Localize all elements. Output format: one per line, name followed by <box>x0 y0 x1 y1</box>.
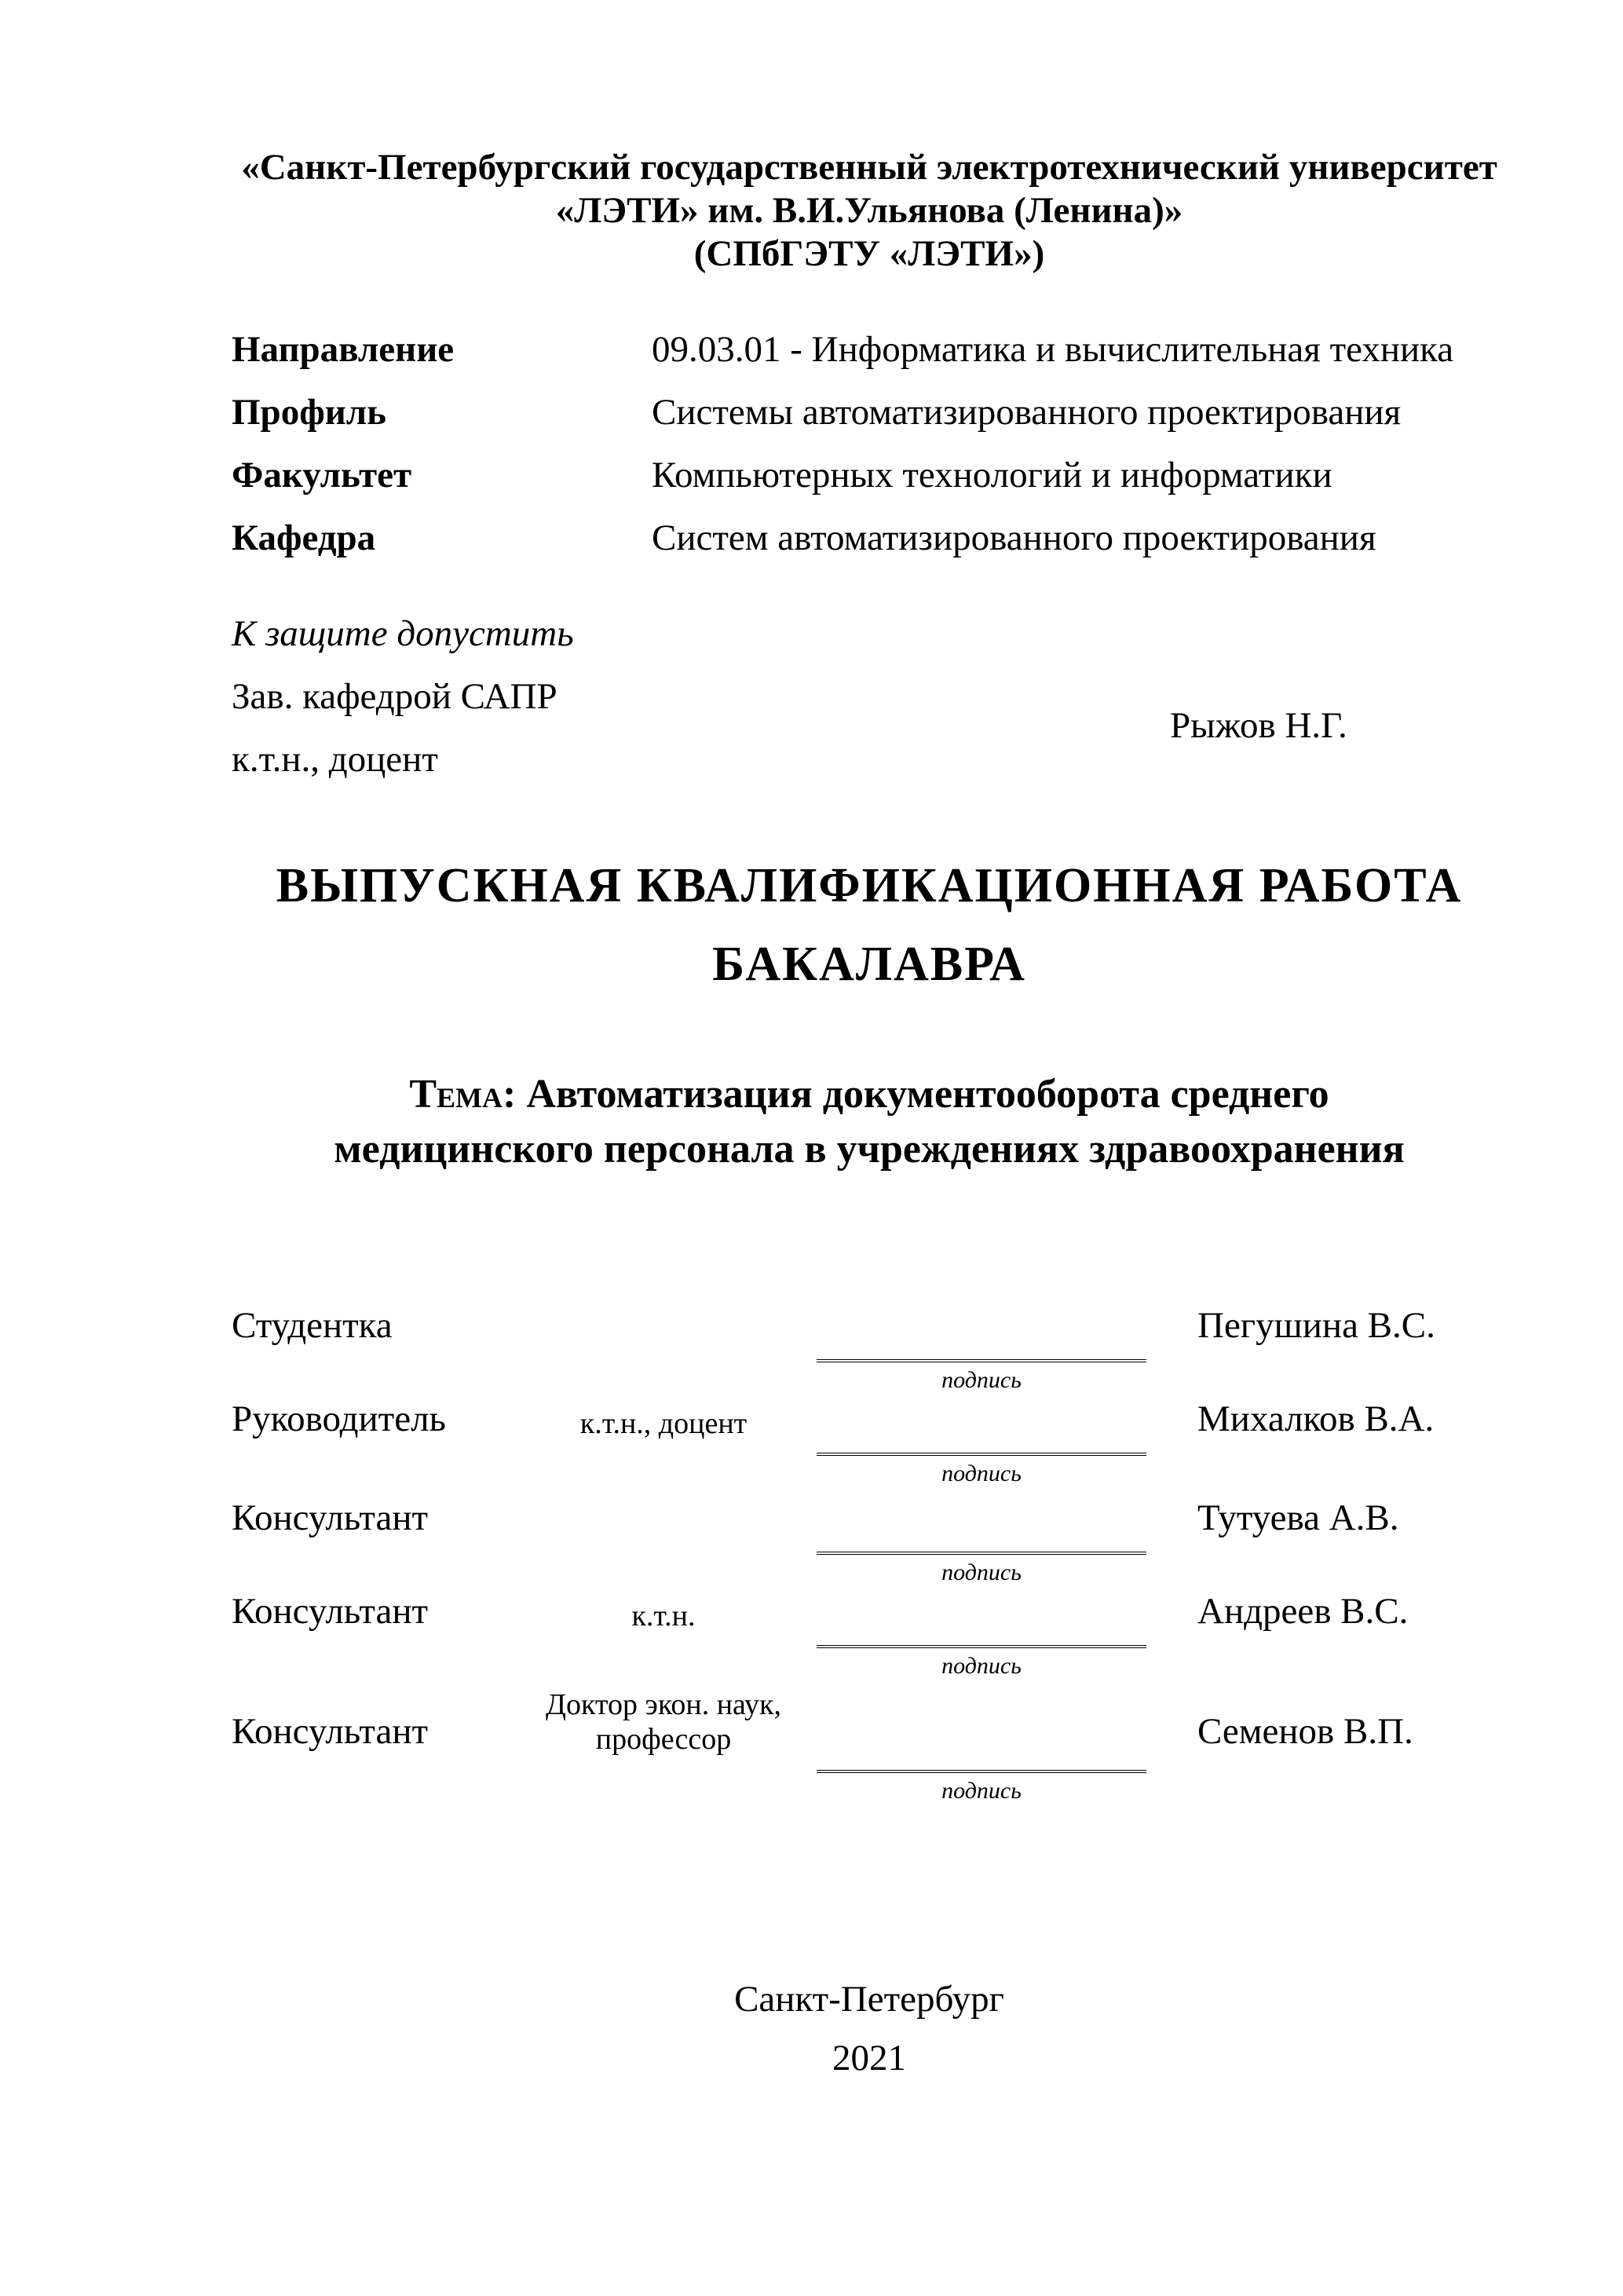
supervisor-degree: к.т.н., доцент <box>579 1407 748 1440</box>
signature-row-supervisor <box>232 1398 1507 1492</box>
signature-caption: подпись <box>941 1367 1022 1393</box>
signature-line <box>817 1453 1146 1456</box>
consultant3-role-label: Консультант <box>232 1711 429 1752</box>
profile-value: Системы автоматизированного проектирования <box>652 392 1402 433</box>
consultant1-name: Тутуева А.В. <box>1197 1497 1399 1538</box>
signature-caption: подпись <box>941 1461 1022 1486</box>
university-abbreviation: (СПбГЭТУ «ЛЭТИ») <box>693 233 1045 274</box>
university-name-line1: «Санкт-Петербургский государственный электротехнический университет <box>241 147 1497 188</box>
signature-row-consultant-3 <box>232 1688 1507 1804</box>
admission-statement: К защите допустить <box>232 613 574 654</box>
direction-value: 09.03.01 - Информатика и вычислительная техника <box>652 329 1454 370</box>
direction-label: Направление <box>232 329 455 370</box>
document-title-line1: ВЫПУСКНАЯ КВАЛИФИКАЦИОННАЯ РАБОТА <box>276 859 1463 912</box>
profile-label: Профиль <box>232 392 387 433</box>
consultant1-role-label: Консультант <box>232 1497 429 1538</box>
info-row-direction <box>232 328 1566 391</box>
faculty-label: Факультет <box>232 455 412 495</box>
signature-caption: подпись <box>941 1653 1022 1679</box>
document-title-line2: БАКАЛАВРА <box>712 938 1026 991</box>
student-name: Пегушина В.С. <box>1197 1305 1435 1346</box>
supervisor-name: Михалков В.А. <box>1197 1398 1435 1439</box>
theme-text-line1: Автоматизация документооборота среднего <box>526 1072 1329 1117</box>
department-head-title: Зав. кафедрой САПР <box>232 676 557 717</box>
thesis-theme <box>232 1067 1507 1177</box>
signature-line <box>817 1359 1146 1362</box>
footer-city: Санкт-Петербург <box>734 1979 1004 2020</box>
department-label: Кафедра <box>232 517 376 558</box>
signature-row-student <box>232 1304 1507 1398</box>
info-row-department <box>232 517 1566 579</box>
signature-row-consultant-1 <box>232 1497 1507 1591</box>
consultant2-degree: к.т.н. <box>631 1600 696 1632</box>
signature-line <box>817 1645 1146 1648</box>
theme-label: Тема: <box>409 1072 517 1117</box>
signature-caption: подпись <box>941 1778 1022 1804</box>
university-name-line2: «ЛЭТИ» им. В.И.Ульянова (Ленина)» <box>555 190 1183 231</box>
signature-row-consultant-2 <box>232 1590 1507 1684</box>
supervisor-role-label: Руководитель <box>232 1398 446 1439</box>
info-row-profile <box>232 391 1566 454</box>
consultant3-name: Семенов В.П. <box>1197 1711 1413 1752</box>
consultant2-name: Андреев В.С. <box>1197 1591 1409 1632</box>
university-header <box>232 146 1507 276</box>
department-head-name: Рыжов Н.Г. <box>1170 705 1347 746</box>
signature-caption: подпись <box>941 1559 1022 1585</box>
thesis-theme-line1 <box>232 1067 1507 1122</box>
footer-year: 2021 <box>832 2038 906 2078</box>
program-info-table <box>232 328 1566 579</box>
info-row-faculty <box>232 454 1566 517</box>
faculty-value: Компьютерных технологий и информатики <box>652 455 1332 495</box>
signature-line <box>817 1770 1146 1773</box>
department-head-degree: к.т.н., доцент <box>232 739 438 780</box>
consultant2-role-label: Консультант <box>232 1591 429 1632</box>
signature-line <box>817 1552 1146 1555</box>
student-role-label: Студентка <box>232 1305 393 1346</box>
thesis-theme-line2: медицинского персонала в учреждениях здравоохранения <box>334 1127 1405 1172</box>
department-value: Систем автоматизированного проектирования <box>652 517 1376 558</box>
consultant3-degree: Доктор экон. наук, профессор <box>546 1688 781 1756</box>
